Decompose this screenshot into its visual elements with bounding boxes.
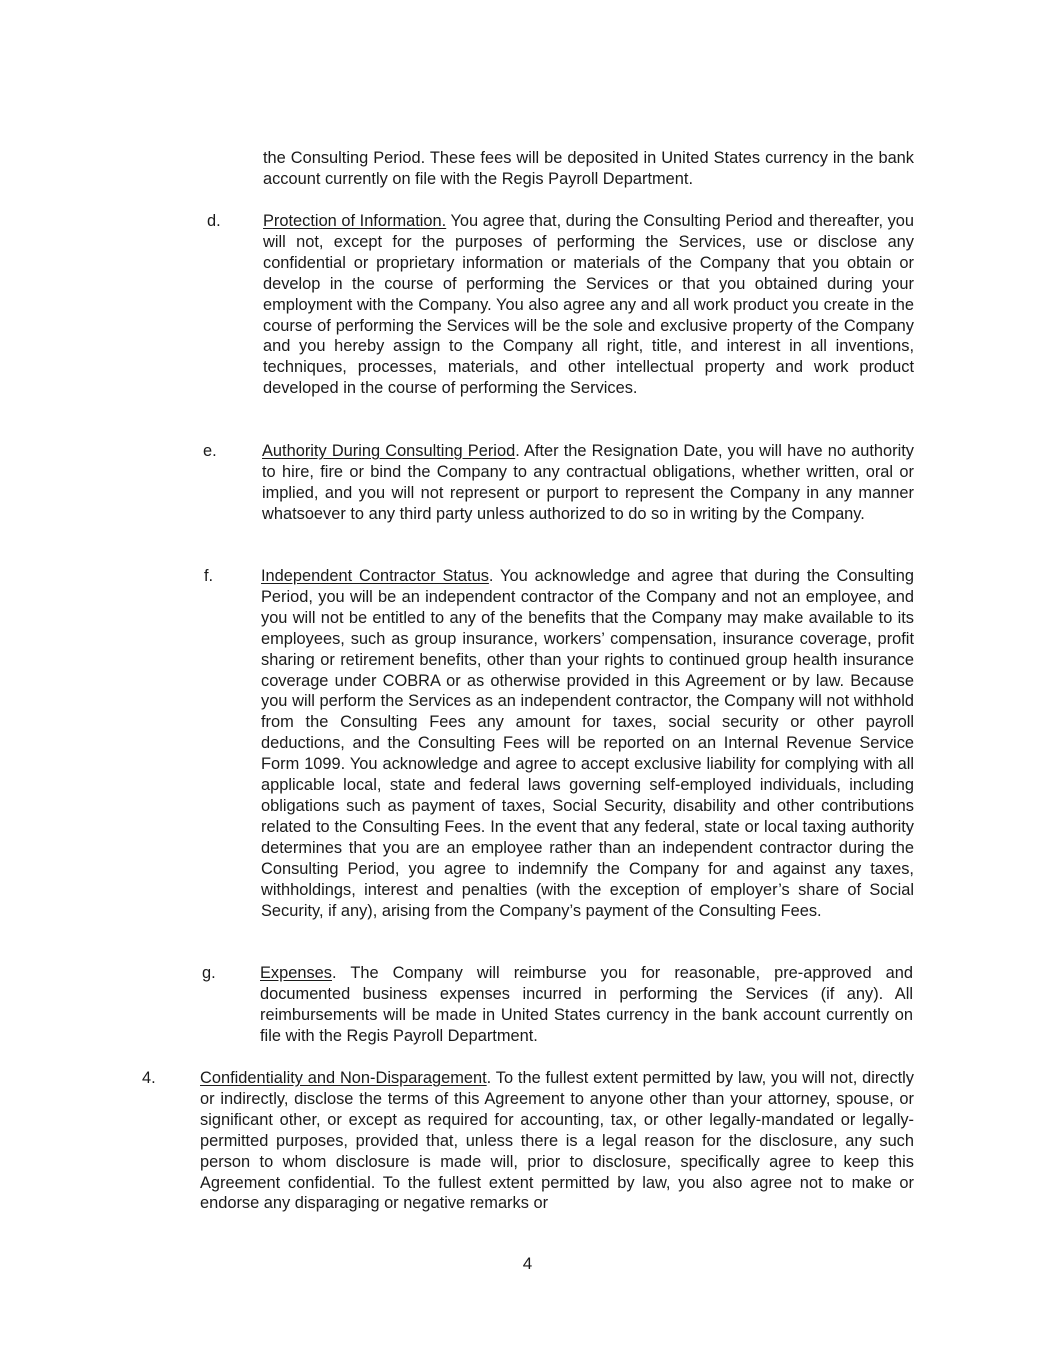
section-4-paragraph <box>200 1068 914 1214</box>
item-g-paragraph <box>260 963 913 1047</box>
item-d-text: You agree that, during the Consulting Period and thereafter, you will not, except for the purposes of performing the Services, use or disclose any confidential or proprietary information or materials of the Company that you obtain or develop in the course of performing the Services or that you obtained during your employment with the Company. You also agree any and all work product you create in the course of performing the Services will be the sole and exclusive property of the Company and you hereby assign to the Company all right, title, and interest in all inventions, techniques, processes, materials, and other intellectual property and work product developed in the course of performing the Services. <box>263 212 915 398</box>
item-g-label: g. <box>202 964 216 982</box>
section-4-heading: Confidentiality and Non-Disparagement <box>200 1069 487 1087</box>
section-4-text: . To the fullest extent permitted by law, you will not, directly or indirectly, disclose the terms of this Agreement to anyone other than your attorney, spouse, or significant other, or except as required for accounting, tax, or other legally-mandated or legally-permitted purposes, provided that, unless there is a legal reason for the disclosure, any such person to whom disclosure is made will, prior to disclosure, specifically agree to keep this Agreement confidential. To the fullest extent permitted by law, you also agree not to make or endorse any disparaging or negative remarks or <box>200 1069 914 1213</box>
item-f-paragraph <box>261 566 914 921</box>
item-e-heading: Authority During Consulting Period <box>262 442 516 460</box>
item-g-heading: Expenses <box>260 964 332 982</box>
item-g-text: . The Company will reimburse you for reasonable, pre-approved and documented business expenses incurred in performing the Services (if any). All reimbursements will be made in United States currency in the bank account currently on file with the Regis Payroll Department. <box>260 964 913 1045</box>
item-d-label: d. <box>207 212 221 230</box>
item-f-heading: Independent Contractor Status <box>261 567 489 585</box>
item-d-heading: Protection of Information. <box>263 212 447 230</box>
item-f-text: . You acknowledge and agree that during the Consulting Period, you will be an independent contractor of the Company and not an employee, and you will not be entitled to any of the benefits that the Company may make available to its employees, such as group insurance, workers’ compensation, insurance coverage, profit sharing or retirement benefits, other than your rights to continued group health insurance coverage under COBRA or as otherwise provided in this Agreement or by law. Because you will perform the Services as an independent contractor, the Company will not withhold from the Consulting Fees any amount for taxes, social security or other payroll deductions, and the Consulting Fees will be reported on an Internal Revenue Service Form 1099. You acknowledge and agree to accept exclusive liability for complying with all applicable local, state and federal laws governing self-employed individuals, including obligations such as payment of taxes, Social Security, disability and other contributions related to the Consulting Fees. In the event that any federal, state or local taxing authority determines that you are an employee rather than an independent contractor during the Consulting Period, you agree to indemnify the Company for and against any taxes, withholdings, interest and penalties (with the exception of employer’s share of Social Security, if any), arising from the Company’s payment of the Consulting Fees. <box>261 567 914 920</box>
page-number: 4 <box>522 1254 533 1273</box>
item-e-text: . After the Resignation Date, you will have no authority to hire, fire or bind the Company to any contractual obligations, whether written, oral or implied, and you will not represent or purport to represent the Company in any manner whatsoever to any third party unless authorized to do so in writing by the Company. <box>262 442 914 523</box>
item-e-paragraph <box>262 441 914 525</box>
item-f-label: f. <box>204 567 214 585</box>
section-4-label: 4. <box>142 1069 156 1087</box>
item-d-paragraph <box>263 211 914 399</box>
continuation-paragraph: the Consulting Period. These fees will be deposited in United States currency in the bank account currently on file with the Regis Payroll Department. <box>263 149 914 188</box>
item-e-label: e. <box>203 442 217 460</box>
